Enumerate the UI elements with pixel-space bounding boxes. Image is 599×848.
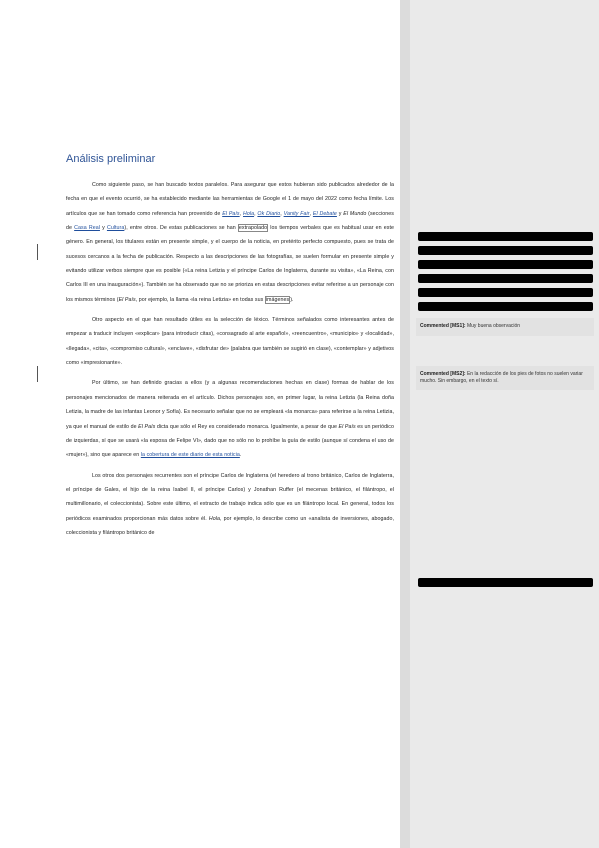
comment-author: Commented [MS1]:	[420, 323, 466, 329]
hyperlink[interactable]: la cobertura de este diario de esta noticia	[140, 452, 240, 459]
hyperlink[interactable]: Vanity Fair	[283, 210, 310, 217]
text-run: ,	[309, 210, 313, 217]
hyperlink[interactable]: El País	[222, 210, 240, 217]
comment-ms2[interactable]	[420, 371, 592, 385]
text-run: los tiempos verbales que es habitual usar en este género. En general, los titulares están en presente simple, y el cuerpo de la noticia, en pretérito perfecto compuesto, pues se trata de sucesos cercanos a la fecha de publicación. Respecto a las descripciones de las fotografías, se suelen formular en presente simple y evitando utilizar verbos siempre que es posible («La reina Letizia y el príncipe Carlos de Inglaterra, durante su visita», «La Reina, con Carlos III en una inauguración»). También se ha observado que no se prioriza en estas descripciones evitar referirse a un personaje con los mismos términos (	[66, 225, 395, 303]
comment-text: Muy buena observación	[466, 323, 521, 329]
text-run: Otro aspecto en el que han resultado útiles es la selección de léxico. Términos señalados como interesantes antes de empezar a traducir incluyen «explicar» (para introducir citas), «consagrado al arte español», «reencuentro», «municipio» y «localidad», «llegada», «cita», «compromiso cultural», «enclave», «disfrutar de» (palabra que también se sugirió en clase), «contemplar» y adjetivos como «impresionante».	[66, 317, 394, 367]
redacted-block	[418, 246, 593, 255]
hyperlink[interactable]: El Debate	[312, 210, 337, 217]
styled-text: El País	[138, 423, 156, 430]
text-run: y	[336, 210, 344, 217]
body-paragraph	[66, 313, 394, 370]
redacted-block	[418, 232, 593, 241]
styled-text: imágenes	[265, 296, 290, 303]
styled-text: El País	[338, 423, 356, 430]
text-run: y	[99, 225, 107, 232]
text-run: ,	[280, 210, 284, 217]
text-run: .	[239, 452, 242, 459]
styled-text: El Mundo	[343, 210, 367, 217]
change-bar	[37, 244, 38, 260]
styled-text: extrapolado	[238, 225, 268, 232]
text-run: es un periódico de izquierdas, sí que se usará «la esposa de Felipe VI», dado que no sólo no lo prohíbe la guía de estilo (aunque sí condena el uso de «mujer»), sino que aparece en	[66, 423, 394, 459]
text-run: (secciones de	[66, 210, 394, 232]
document-body[interactable]	[66, 178, 394, 546]
text-run: Por último, se han definido gracias a ellos (y a algunas recomendaciones hechas en clase) formas de hablar de los personajes mencionados de manera reiterada en el artículo. Dichos personajes son, en primer lugar, la reina Letizia (la Reina doña Letizia, la madre de las infantas Leonor y Sofía). Es necesario señalar que no se empleará «la monarca» para referirse a la reina Letizia, ya que el manual de estilo de	[66, 380, 394, 430]
redacted-block	[418, 274, 593, 283]
redacted-block	[418, 288, 593, 297]
comments-pane	[400, 0, 599, 848]
styled-text: Hola	[208, 515, 220, 522]
text-run: , por ejemplo, lo describe como un «analista de inversiones, abogado, coleccionista y filántropo británico de	[66, 515, 394, 536]
body-paragraph	[66, 178, 394, 307]
body-paragraph	[66, 376, 394, 462]
text-run: Como siguiente paso, se han buscado textos paralelos. Para asegurar que estos hubieran sido publicados alrededor de la fecha en que el evento ocurrió, se ha establecido mediante las herramientas de Google el 1 de mayo del 2022 como fecha límite. Los artículos que se han tomado como referencia han provenido de	[66, 182, 394, 217]
text-run: ,	[239, 210, 243, 217]
text-run: , por ejemplo, la llama «la reina Letizia» en todas sus	[135, 296, 265, 303]
section-heading: Análisis preliminar	[66, 153, 156, 165]
hyperlink[interactable]: Cultura	[106, 225, 125, 232]
redacted-block	[418, 578, 593, 587]
text-run: ,	[254, 210, 258, 217]
change-bar	[37, 366, 38, 382]
redacted-block	[418, 260, 593, 269]
styled-text: El País	[118, 296, 136, 303]
text-run: dicta que sólo el Rey es considerado monarca. Igualmente, a pesar de que	[155, 423, 339, 430]
hyperlink[interactable]: Ok Diario	[257, 210, 281, 217]
hyperlink[interactable]: Casa Real	[74, 225, 100, 232]
text-run: ).	[290, 296, 294, 303]
hyperlink[interactable]: Hola	[242, 210, 255, 217]
comment-ms1[interactable]	[420, 323, 592, 330]
comment-text: En la redacción de los pies de fotos no suelen variar mucho. Sin embargo, en el texto sí.	[420, 371, 583, 384]
text-run: Los otros dos personajes recurrentes son el príncipe Carlos de Inglaterra (el heredero al trono británico, Carlos de Inglaterra, el príncipe de Gales, el hijo de la reina Isabel II, el príncipe Carlos) y Jonathan Ruffer (el mecenas británico, el filántropo, el multimillonario, el coleccionista). Sobre este último, el extracto de trabajo indica sólo que es un filántropo local. En general, todos los periódicos examinados proporcionan más datos sobre él.	[66, 472, 394, 522]
comment-author: Commented [MS2]:	[420, 371, 466, 377]
redacted-block	[418, 302, 593, 311]
body-paragraph	[66, 469, 394, 541]
comments-pane-edge	[400, 0, 410, 848]
text-run: ), entre otros. De estas publicaciones se han	[124, 225, 238, 232]
